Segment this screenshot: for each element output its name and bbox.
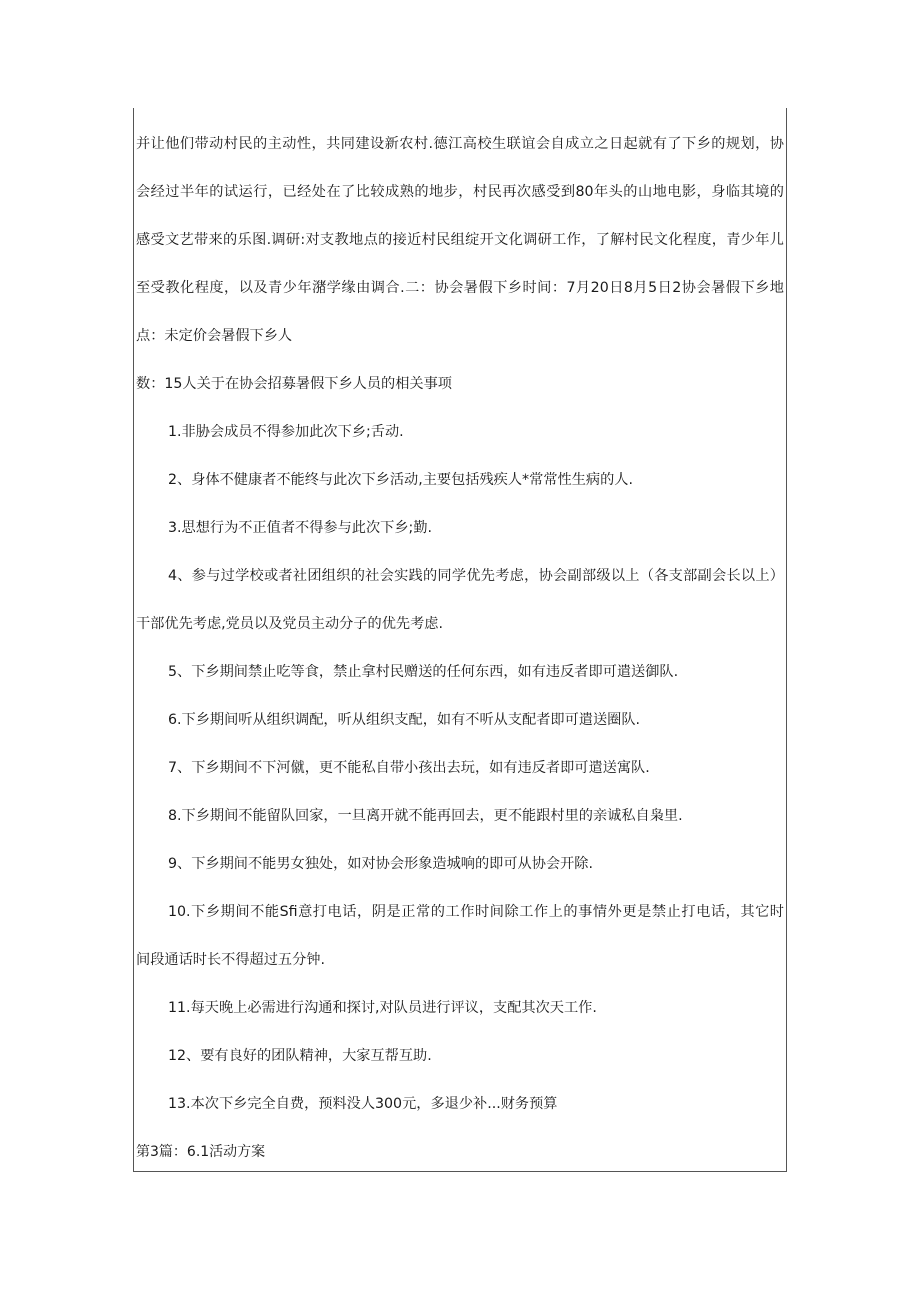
paragraph-intro-line-2: 会经过半年的试运行，已经处在了比较成熟的地步，村民再次感受到80年头的山地电影，身临其境的 — [136, 184, 784, 200]
rule-item-2: 2、身体不健康者不能终与此次下乡活动,主要包括残疾人*常常性生病的人. — [168, 472, 633, 488]
rule-item-4-line-1: 4、参与过学校或者社团组织的社会实践的同学优先考虑，协会副部级以上（各支部副会长以上） — [168, 568, 784, 584]
rule-item-10-line-2: 间段通话时长不得超过五分钟. — [136, 952, 325, 968]
rule-item-4-line-2: 干部优先考虑,党员以及党员主动分子的优先考虑. — [136, 616, 443, 632]
rule-item-11: 11.每天晚上必需进行沟通和探讨,对队员进行评议，支配其次天工作. — [168, 1000, 597, 1016]
paragraph-intro-line-3: 感受文艺带来的乐图.调研:对支教地点的接近村民组绽开文化调研工作，了解村民文化程度，青少年儿 — [136, 232, 784, 248]
rule-item-8: 8.下乡期间不能留队回家，一旦离开就不能再回去，更不能跟村里的亲诚私自枭里. — [168, 808, 683, 824]
section-heading: 第3篇：6.1活动方案 — [136, 1144, 266, 1160]
rule-item-13: 13.本次下乡完全自费，预料没人300元，多退少补...财务预算 — [168, 1096, 558, 1112]
rule-item-12: 12、要有良好的团队精神，大家互帮互助. — [168, 1048, 432, 1064]
rule-item-9: 9、下乡期间不能男女独处，如对协会形象造城响的即可从协会开除. — [168, 856, 593, 872]
paragraph-intro-line-1: 并让他们带动村民的主动性，共同建设新农村.德江高校生联谊会自成立之日起就有了下乡的规划，协 — [136, 136, 784, 152]
paragraph-intro-line-4: 至受教化程度，以及青少年潴学缘由调合.二：协会暑假下乡时间：7月20日8月5日2协会暑假下乡地 — [136, 280, 784, 296]
rule-item-10-line-1: 10.下乡期间不能Sfi意打电话，阴是正常的工作时间除工作上的事情外更是禁止打电话，其它时 — [168, 904, 784, 920]
rule-item-6: 6.下乡期间听从组织调配，听从组织支配，如有不听从支配者即可遣送圈队. — [168, 712, 641, 728]
rule-item-1: 1.非胁会成员不得参加此次下乡;舌动. — [168, 424, 404, 440]
rule-item-3: 3.思想行为不正值者不得参与此次下乡;勤. — [168, 520, 433, 536]
rule-item-7: 7、下乡期间不下河僦，更不能私自带小孩出去玩，如有违反者即可遣送寓队. — [168, 760, 650, 776]
rule-item-5: 5、下乡期间禁止吃等食，禁止拿村民赠送的任何东西，如有违反者即可遣送御队. — [168, 664, 679, 680]
paragraph-intro-line-5: 点：未定价会暑假下乡人 — [136, 328, 293, 344]
paragraph-intro-line-6: 数：15人关于在协会招募暑假下乡人员的相关事项 — [136, 376, 452, 392]
